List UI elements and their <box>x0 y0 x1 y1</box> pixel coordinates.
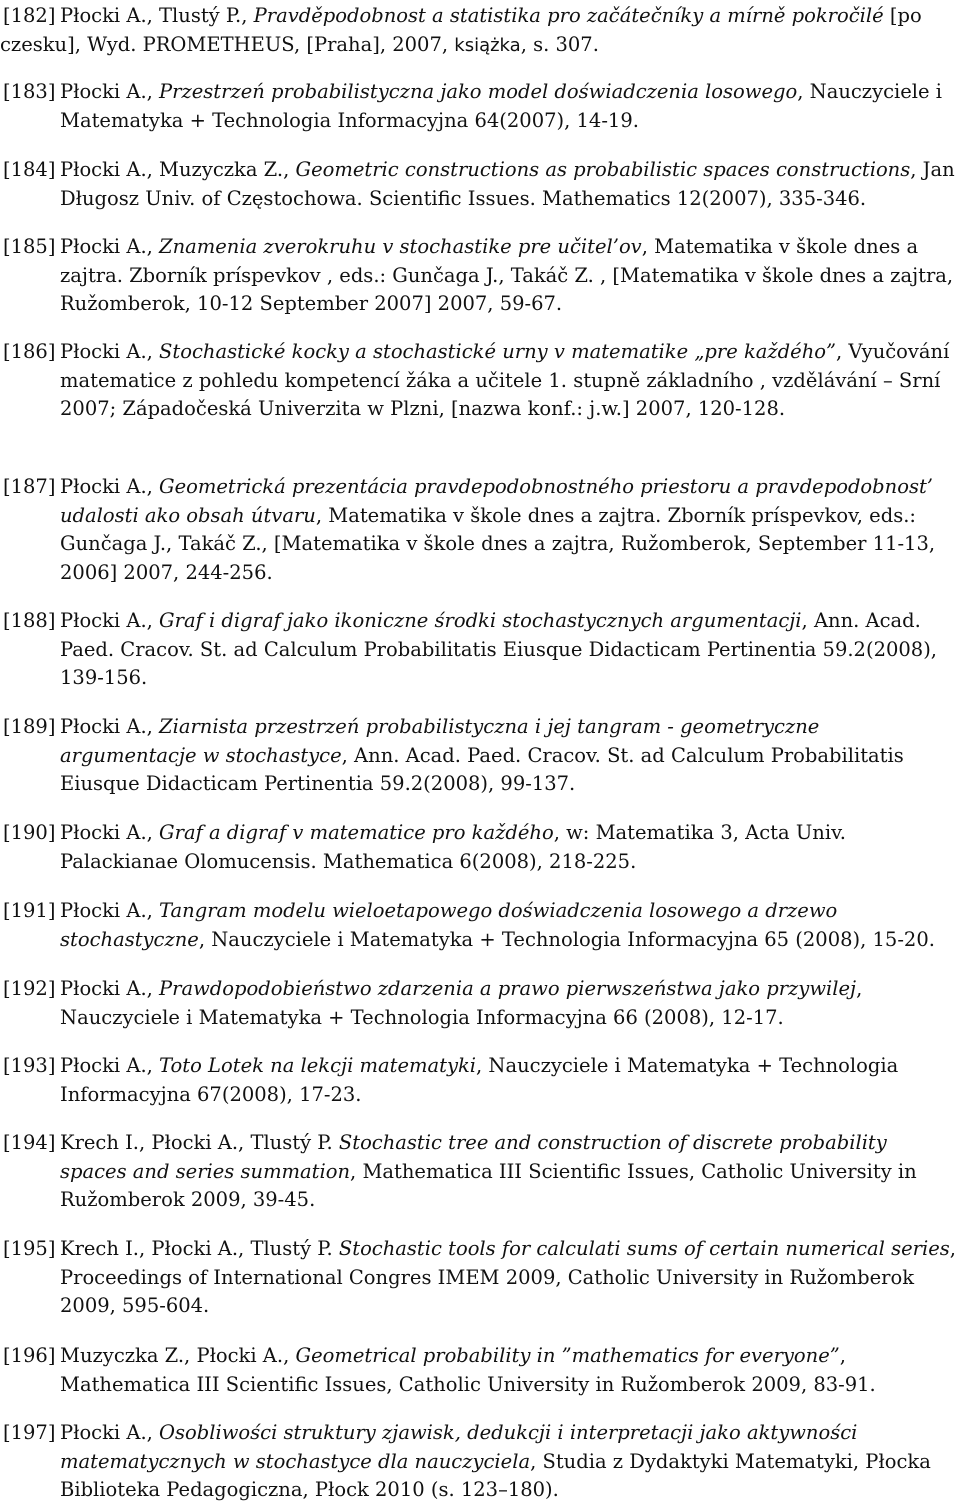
reference-number: [191] <box>3 899 56 922</box>
reference-197 <box>0 1419 958 1505</box>
reference-title: Graf i digraf jako ikoniczne środki stochastycznych argumentacji <box>159 609 802 632</box>
reference-source: , Ann. Acad. Paed. Cracov. St. ad Calculum Probabilitatis Eiusque Didacticam Pertinentia 59.2(2008), 99-137. <box>60 743 904 795</box>
reference-authors: Płocki A., <box>60 609 160 632</box>
reference-source: , Nauczyciele i Matematyka + Technologia Informacyjna 66 (2008), 12-17. <box>60 977 863 1029</box>
reference-authors: Płocki A., <box>60 340 160 363</box>
reference-title: Stochastické kocky a stochastické urny v matematike „pre každého” <box>159 340 836 363</box>
reference-source: , Mathematica III Scientific Issues, Catholic University in Ružomberok 2009, 39-45. <box>60 1159 917 1211</box>
reference-183 <box>0 78 958 135</box>
reference-196 <box>0 1342 958 1399</box>
reference-number: [183] <box>3 80 56 103</box>
reference-title: Stochastic tools for calculati sums of certain numerical series <box>338 1237 950 1260</box>
reference-source: , Jan Długosz Univ. of Częstochowa. Scientific Issues. Mathematics 12(2007), 335-346. <box>60 158 955 210</box>
reference-title: Geometric constructions as probabilistic spaces constructions <box>295 158 911 181</box>
reference-source: , Vyučování matematice z pohledu kompetencí žáka a učitele 1. stupně základního , vzdělávání – Srní 2007; Západočeská Univerzita w Plzni, [nazwa konf.: j.w.] 2007, 120-128. <box>60 340 950 420</box>
reference-source: , Matematika v škole dnes a zajtra. Zborník príspevkov, eds.: Gunčaga J., Takáč Z., [Matematika v škole dnes a zajtra, Ružomberok, September 11-13, 2006] 2007, 244-256. <box>60 503 936 584</box>
reference-192 <box>0 975 958 1032</box>
reference-source: , Nauczyciele i Matematyka + Technologia Informacyjna 64(2007), 14-19. <box>60 80 942 132</box>
reference-187 <box>0 473 958 587</box>
reference-182 <box>0 2 958 60</box>
reference-pages: , s. 307. <box>520 32 599 56</box>
reference-authors: Płocki A., <box>60 821 160 844</box>
reference-194 <box>0 1129 958 1215</box>
reference-title: Stochastic tree and construction of discrete probability spaces and series summation <box>60 1131 887 1183</box>
reference-source: , Proceedings of International Congres IMEM 2009, Catholic University in Ružomberok 2009, 595-604. <box>60 1237 956 1317</box>
reference-title: Znamenia zverokruhu v stochastike pre učitel’ov <box>159 235 642 258</box>
reference-title: Geometrická prezentácia pravdepodobnostného priestoru a pravdepodobnost’ udalosti ako obsah útvaru <box>60 475 933 527</box>
reference-authors: Płocki A., <box>60 80 160 103</box>
reference-number: [187] <box>3 475 56 498</box>
reference-source: , Nauczyciele i Matematyka + Technologia Informacyjna 67(2008), 17-23. <box>60 1054 899 1106</box>
reference-authors: Płocki A., Muzyczka Z., <box>60 158 296 181</box>
reference-type: książka <box>454 34 521 56</box>
reference-number: [189] <box>3 715 56 738</box>
reference-authors: Płocki A., <box>60 977 160 1000</box>
reference-186 <box>0 338 958 424</box>
reference-source: , Mathematica III Scientific Issues, Catholic University in Ružomberok 2009, 83-91. <box>60 1344 876 1396</box>
reference-authors: Płocki A., <box>60 235 160 258</box>
reference-number: [184] <box>3 158 56 181</box>
reference-195 <box>0 1235 958 1321</box>
reference-authors: Krech I., Płocki A., Tlustý P. <box>60 1237 339 1260</box>
reference-source: , w: Matematika 3, Acta Univ. Palackianae Olomucensis. Mathematica 6(2008), 218-225. <box>60 821 846 873</box>
reference-188 <box>0 607 958 693</box>
reference-title: Graf a digraf v matematice pro každého <box>159 821 554 844</box>
reference-source: , Ann. Acad. Paed. Cracov. St. ad Calculum Probabilitatis Eiusque Didacticam Pertinentia 59.2(2008), 139-156. <box>60 609 938 689</box>
reference-title: Osobliwości struktury zjawisk, dedukcji i interpretacji jako aktywności matematycznych w stochastyce dla nauczyciela <box>60 1421 858 1473</box>
reference-185 <box>0 233 958 319</box>
reference-193 <box>0 1052 958 1109</box>
reference-184 <box>0 156 958 213</box>
reference-title: Pravděpodobnost a statistika pro začátečníky a mírně pokročilé <box>253 4 884 27</box>
reference-authors: Płocki A., <box>60 899 160 922</box>
reference-title: Tangram modelu wieloetapowego doświadczenia losowego a drzewo stochastyczne <box>60 899 838 951</box>
reference-number: [185] <box>3 235 56 258</box>
reference-source: , Studia z Dydaktyki Matematyki, Płocka Biblioteka Pedagogiczna, Płock 2010 (s. 123–180). <box>60 1449 931 1501</box>
reference-number: [182] <box>3 4 56 27</box>
reference-source: , Nauczyciele i Matematyka + Technologia Informacyjna 65 (2008), 15-20. <box>198 927 935 951</box>
reference-number: [190] <box>3 821 56 844</box>
reference-authors: Krech I., Płocki A., Tlustý P. <box>60 1131 339 1154</box>
reference-number: [197] <box>3 1421 56 1444</box>
reference-title: Geometrical probability in ”mathematics for everyone” <box>295 1344 840 1367</box>
reference-title: Ziarnista przestrzeń probabilistyczna i jej tangram - geometryczne argumentacje w stochastyce <box>60 715 820 767</box>
reference-authors: Płocki A., <box>60 715 160 738</box>
reference-source: , Matematika v škole dnes a zajtra. Zborník príspevkov , eds.: Gunčaga J., Takáč Z. , [Matematika v škole dnes a zajtra, Ružomberok, 10-12 September 2007] 2007, 59-67. <box>60 235 954 315</box>
reference-number: [193] <box>3 1054 56 1077</box>
reference-title: Prawdopodobieństwo zdarzenia a prawo pierwszeństwa jako przywilej <box>159 977 857 1000</box>
reference-number: [195] <box>3 1237 56 1260</box>
reference-title: Przestrzeń probabilistyczna jako model doświadczenia losowego <box>159 80 798 103</box>
reference-190 <box>0 819 958 876</box>
reference-number: [194] <box>3 1131 56 1154</box>
reference-authors: Płocki A., <box>60 475 160 498</box>
reference-number: [188] <box>3 609 56 632</box>
reference-189 <box>0 713 958 799</box>
reference-191 <box>0 897 958 954</box>
reference-number: [192] <box>3 977 56 1000</box>
reference-authors: Płocki A., <box>60 1054 160 1077</box>
reference-authors: Płocki A., <box>60 1421 160 1444</box>
reference-title: Toto Lotek na lekcji matematyki <box>159 1054 477 1077</box>
reference-number: [186] <box>3 340 56 363</box>
reference-source: [po czesku], Wyd. PROMETHEUS, [Praha], 2007, <box>0 4 922 56</box>
reference-number: [196] <box>3 1344 56 1367</box>
reference-authors: Płocki A., Tlustý P., <box>60 4 254 27</box>
reference-authors: Muzyczka Z., Płocki A., <box>60 1344 296 1367</box>
